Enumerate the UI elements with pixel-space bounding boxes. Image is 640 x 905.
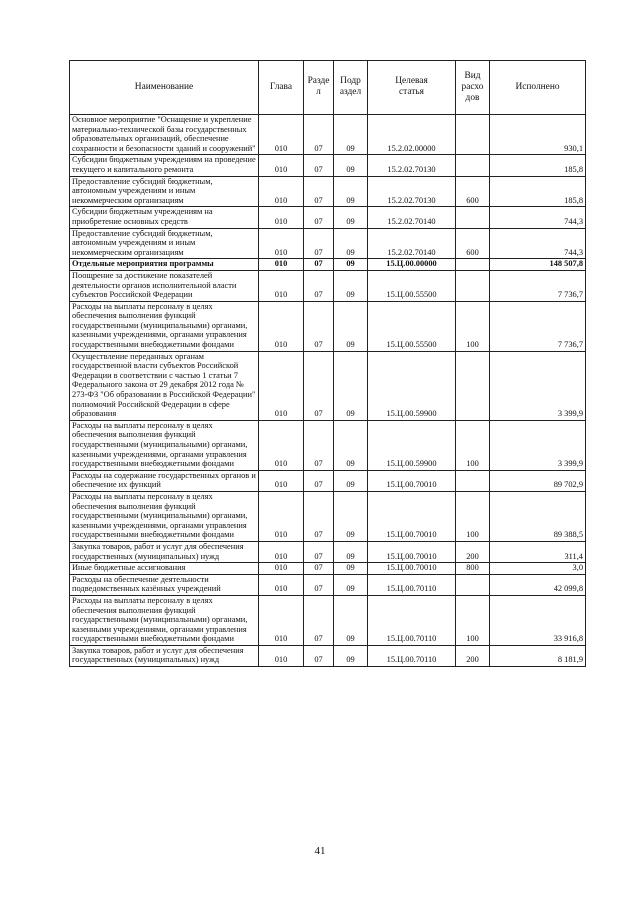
cell-vid <box>456 470 490 491</box>
cell-vid <box>456 115 490 155</box>
cell-vid <box>456 259 490 271</box>
cell-razdel: 07 <box>304 207 334 228</box>
cell-glava: 010 <box>259 155 304 176</box>
cell-glava: 010 <box>259 470 304 491</box>
cell-executed: 89 702,9 <box>490 470 586 491</box>
cell-razdel: 07 <box>304 301 334 351</box>
cell-name: Расходы на выплаты персоналу в целях обеспечения выполнения функций государственными (муниципальными) органами, казенными учреждениями, органами управления государственными внебюджетными фондами <box>70 420 259 470</box>
table-row <box>70 228 586 259</box>
cell-vid: 200 <box>456 541 490 562</box>
cell-razdel: 07 <box>304 645 334 666</box>
cell-target: 15.Ц.00.70010 <box>368 491 456 541</box>
cell-glava: 010 <box>259 563 304 575</box>
cell-glava: 010 <box>259 645 304 666</box>
cell-target: 15.Ц.00.55500 <box>368 270 456 301</box>
cell-glava: 010 <box>259 270 304 301</box>
cell-executed: 7 736,7 <box>490 270 586 301</box>
cell-name: Расходы на обеспечение деятельности подведомственных казённых учреждений <box>70 574 259 595</box>
table-row <box>70 645 586 666</box>
table-row <box>70 420 586 470</box>
cell-vid <box>456 351 490 420</box>
cell-razdel: 07 <box>304 155 334 176</box>
cell-name: Поощрение за достижение показателей деятельности органов исполнительной власти субъектов Российской Федерации <box>70 270 259 301</box>
cell-glava: 010 <box>259 595 304 645</box>
header-executed: Исполнено <box>490 61 586 115</box>
cell-name: Закупка товаров, работ и услуг для обеспечения государственных (муниципальных) нужд <box>70 645 259 666</box>
cell-podrazdel: 09 <box>334 645 368 666</box>
cell-target: 15.Ц.00.00000 <box>368 259 456 271</box>
cell-vid: 100 <box>456 301 490 351</box>
cell-razdel: 07 <box>304 470 334 491</box>
table-body <box>70 115 586 667</box>
cell-razdel: 07 <box>304 259 334 271</box>
cell-podrazdel: 09 <box>334 574 368 595</box>
cell-target: 15.2.02.70130 <box>368 176 456 207</box>
cell-name: Предоставление субсидий бюджетным, автономным учреждениям и иным некоммерческим организациям <box>70 228 259 259</box>
cell-glava: 010 <box>259 574 304 595</box>
cell-podrazdel: 09 <box>334 301 368 351</box>
cell-podrazdel: 09 <box>334 563 368 575</box>
cell-razdel: 07 <box>304 574 334 595</box>
cell-name: Осуществление переданных органам государственной власти субъектов Российской Федерации в соответствии с частью 1 статьи 7 Федерального закона от 29 декабря 2012 года № 273-ФЗ "Об образовании в Российской Федерации" полномочий Российской Федерации в сфере образования <box>70 351 259 420</box>
table-row <box>70 351 586 420</box>
cell-podrazdel: 09 <box>334 228 368 259</box>
cell-vid <box>456 155 490 176</box>
cell-executed: 3,0 <box>490 563 586 575</box>
budget-table <box>69 60 586 667</box>
cell-name: Расходы на содержание государственных органов и обеспечение их функций <box>70 470 259 491</box>
cell-name: Закупка товаров, работ и услуг для обеспечения государственных (муниципальных) нужд <box>70 541 259 562</box>
cell-podrazdel: 09 <box>334 541 368 562</box>
cell-target: 15.2.02.70130 <box>368 155 456 176</box>
page-number: 41 <box>314 845 326 857</box>
cell-executed: 7 736,7 <box>490 301 586 351</box>
cell-target: 15.Ц.00.70010 <box>368 563 456 575</box>
cell-executed: 148 507,8 <box>490 259 586 271</box>
cell-razdel: 07 <box>304 176 334 207</box>
cell-target: 15.Ц.00.70110 <box>368 645 456 666</box>
cell-name: Предоставление субсидий бюджетным, автономным учреждениям и иным некоммерческим организациям <box>70 176 259 207</box>
cell-name: Отдельные мероприятия программы <box>70 259 259 271</box>
cell-name: Субсидии бюджетным учреждениям на приобретение основных средств <box>70 207 259 228</box>
table-row <box>70 270 586 301</box>
table-row <box>70 491 586 541</box>
cell-glava: 010 <box>259 176 304 207</box>
cell-target: 15.2.02.70140 <box>368 228 456 259</box>
table-row <box>70 259 586 271</box>
header-podrazdel: Подр аздел <box>334 61 368 115</box>
cell-vid: 200 <box>456 645 490 666</box>
cell-target: 15.Ц.00.59900 <box>368 420 456 470</box>
cell-target: 15.Ц.00.70110 <box>368 595 456 645</box>
cell-vid <box>456 207 490 228</box>
cell-podrazdel: 09 <box>334 470 368 491</box>
cell-podrazdel: 09 <box>334 420 368 470</box>
cell-executed: 3 399,9 <box>490 351 586 420</box>
cell-executed: 930,1 <box>490 115 586 155</box>
header-target: Целевая статья <box>368 61 456 115</box>
cell-razdel: 07 <box>304 563 334 575</box>
cell-glava: 010 <box>259 301 304 351</box>
cell-vid <box>456 574 490 595</box>
cell-target: 15.Ц.00.70010 <box>368 541 456 562</box>
cell-podrazdel: 09 <box>334 176 368 207</box>
header-razdel: Разде л <box>304 61 334 115</box>
cell-razdel: 07 <box>304 541 334 562</box>
cell-executed: 42 099,8 <box>490 574 586 595</box>
cell-vid: 100 <box>456 595 490 645</box>
cell-glava: 010 <box>259 420 304 470</box>
table-row <box>70 574 586 595</box>
cell-podrazdel: 09 <box>334 115 368 155</box>
table-header-row <box>70 61 586 115</box>
cell-podrazdel: 09 <box>334 259 368 271</box>
table-row <box>70 115 586 155</box>
cell-glava: 010 <box>259 259 304 271</box>
cell-podrazdel: 09 <box>334 351 368 420</box>
cell-target: 15.2.02.70140 <box>368 207 456 228</box>
cell-executed: 744,3 <box>490 228 586 259</box>
cell-executed: 311,4 <box>490 541 586 562</box>
cell-executed: 33 916,8 <box>490 595 586 645</box>
table-row <box>70 470 586 491</box>
cell-razdel: 07 <box>304 351 334 420</box>
cell-glava: 010 <box>259 351 304 420</box>
cell-vid: 800 <box>456 563 490 575</box>
cell-name: Расходы на выплаты персоналу в целях обеспечения выполнения функций государственными (муниципальными) органами, казенными учреждениями, органами управления государственными внебюджетными фондами <box>70 491 259 541</box>
cell-podrazdel: 09 <box>334 491 368 541</box>
cell-podrazdel: 09 <box>334 595 368 645</box>
cell-razdel: 07 <box>304 491 334 541</box>
cell-glava: 010 <box>259 115 304 155</box>
cell-target: 15.2.02.00000 <box>368 115 456 155</box>
header-vid: Вид расхо дов <box>456 61 490 115</box>
cell-executed: 185,8 <box>490 155 586 176</box>
header-name: Наименование <box>70 61 259 115</box>
cell-vid: 600 <box>456 176 490 207</box>
cell-razdel: 07 <box>304 595 334 645</box>
cell-vid: 100 <box>456 491 490 541</box>
cell-glava: 010 <box>259 228 304 259</box>
cell-razdel: 07 <box>304 115 334 155</box>
cell-glava: 010 <box>259 207 304 228</box>
cell-target: 15.Ц.00.70010 <box>368 470 456 491</box>
cell-glava: 010 <box>259 491 304 541</box>
cell-razdel: 07 <box>304 228 334 259</box>
cell-target: 15.Ц.00.70110 <box>368 574 456 595</box>
cell-target: 15.Ц.00.59900 <box>368 351 456 420</box>
cell-glava: 010 <box>259 541 304 562</box>
cell-executed: 185,8 <box>490 176 586 207</box>
cell-executed: 744,3 <box>490 207 586 228</box>
cell-name: Иные бюджетные ассигнования <box>70 563 259 575</box>
cell-vid: 100 <box>456 420 490 470</box>
cell-razdel: 07 <box>304 270 334 301</box>
cell-executed: 8 181,9 <box>490 645 586 666</box>
cell-name: Расходы на выплаты персоналу в целях обеспечения выполнения функций государственными (муниципальными) органами, казенными учреждениями, органами управления государственными внебюджетными фондами <box>70 301 259 351</box>
table-row <box>70 176 586 207</box>
cell-razdel: 07 <box>304 420 334 470</box>
table-row <box>70 301 586 351</box>
cell-target: 15.Ц.00.55500 <box>368 301 456 351</box>
cell-podrazdel: 09 <box>334 270 368 301</box>
table-row <box>70 155 586 176</box>
cell-podrazdel: 09 <box>334 155 368 176</box>
cell-executed: 89 388,5 <box>490 491 586 541</box>
cell-name: Субсидии бюджетным учреждениям на проведение текущего и капитального ремонта <box>70 155 259 176</box>
table-row <box>70 563 586 575</box>
table-row <box>70 595 586 645</box>
cell-vid <box>456 270 490 301</box>
header-glava: Глава <box>259 61 304 115</box>
cell-executed: 3 399,9 <box>490 420 586 470</box>
table-row <box>70 541 586 562</box>
cell-vid: 600 <box>456 228 490 259</box>
cell-name: Основное мероприятие "Оснащение и укрепление материально-технической базы государственных образовательных организаций, обеспечение сохранности и безопасности зданий и сооружений" <box>70 115 259 155</box>
table-row <box>70 207 586 228</box>
cell-name: Расходы на выплаты персоналу в целях обеспечения выполнения функций государственными (муниципальными) органами, казенными учреждениями, органами управления государственными внебюджетными фондами <box>70 595 259 645</box>
cell-podrazdel: 09 <box>334 207 368 228</box>
